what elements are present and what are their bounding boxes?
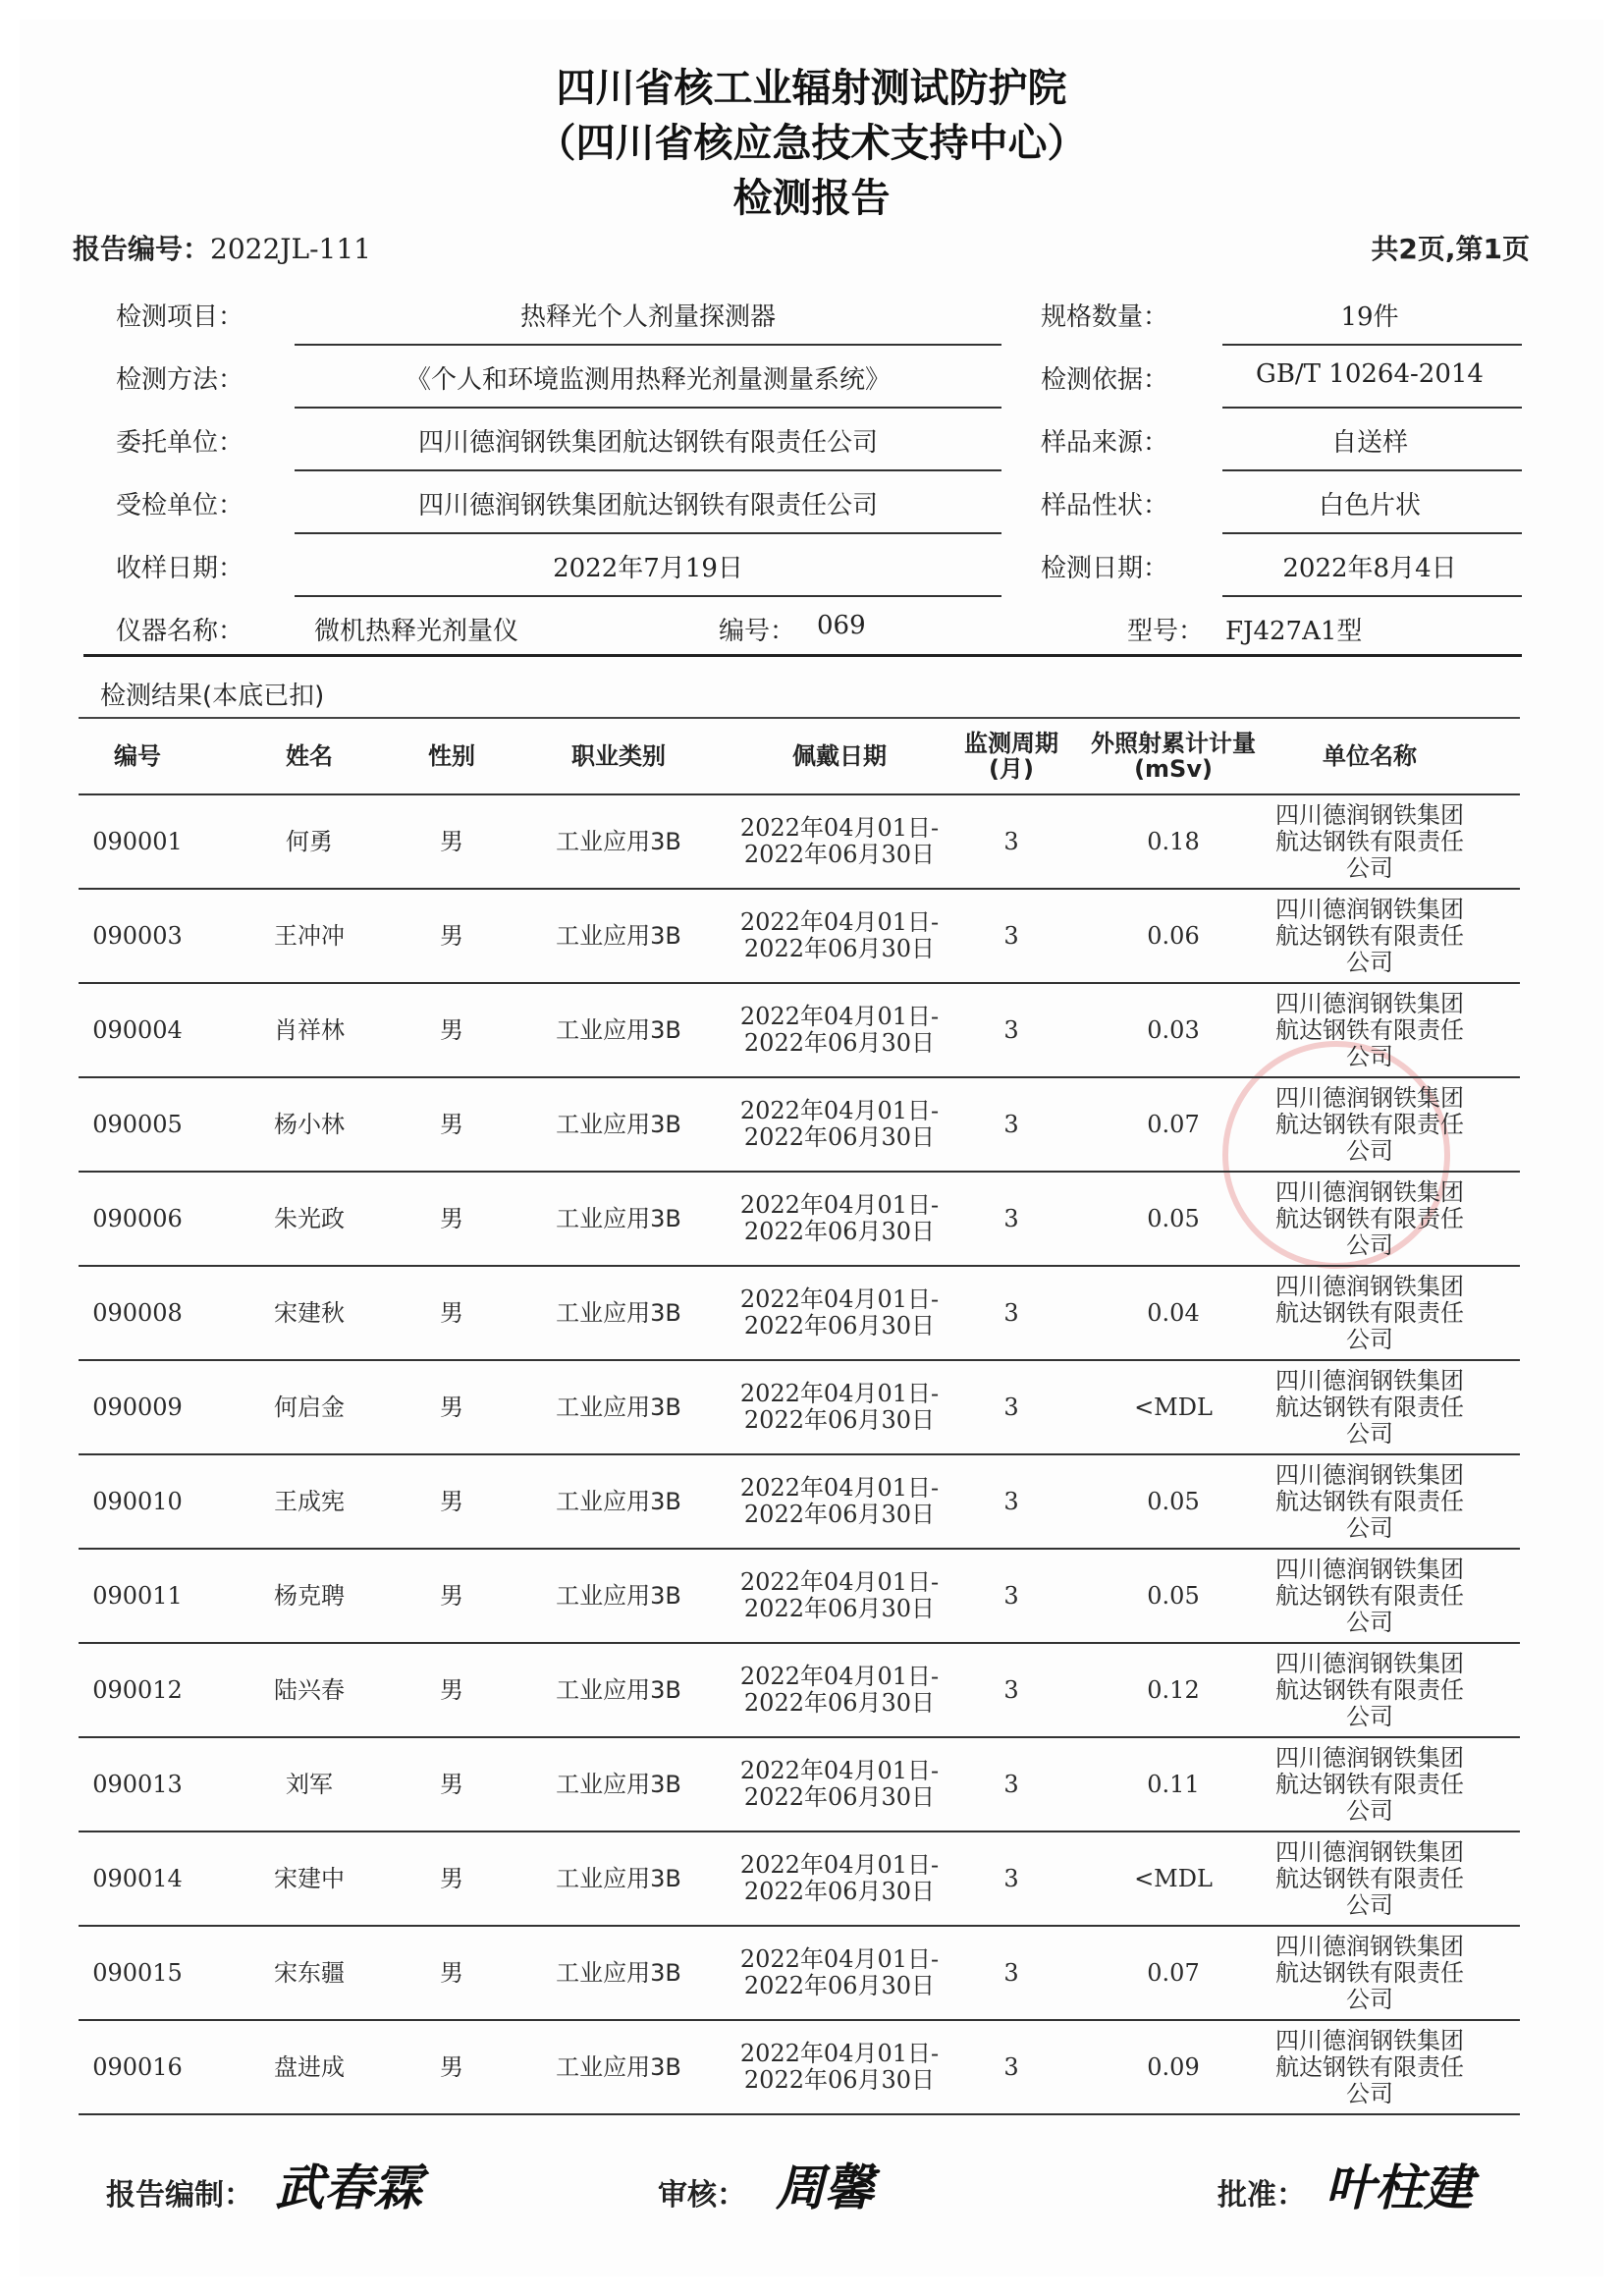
cell-occupation: 工业应用3B: [556, 1015, 681, 1044]
cell-name: 陆兴春: [274, 1675, 345, 1704]
table-row: [79, 1644, 1520, 1738]
cell-period: 3: [1003, 1298, 1019, 1327]
table-row: [79, 1173, 1520, 1267]
source-value: 自送样: [1330, 428, 1408, 458]
method-value: 《个人和环境监测用热释光剂量测量系统》: [405, 365, 891, 395]
cell-dose: 0.12: [1147, 1675, 1200, 1704]
cell-dose: <MDL: [1134, 1393, 1213, 1421]
cell-occupation: 工业应用3B: [556, 1864, 681, 1892]
source-label: 样品来源：: [1041, 428, 1169, 458]
cell-name: 宋东疆: [274, 1958, 345, 1987]
basis-underline: [1222, 407, 1522, 409]
table-header: [79, 717, 1520, 795]
results-table: [79, 717, 1520, 2115]
table-row: [79, 890, 1520, 984]
nature-underline: [1222, 532, 1522, 534]
cell-id: 090012: [92, 1675, 183, 1704]
table-row: [79, 984, 1520, 1078]
cell-wear-date: 2022年04月01日- 2022年06月30日: [739, 1851, 940, 1905]
cell-gender: 男: [440, 1393, 463, 1421]
cell-period: 3: [1003, 1015, 1019, 1044]
nature-label: 样品性状：: [1041, 491, 1169, 520]
cell-occupation: 工业应用3B: [556, 1581, 681, 1610]
spec-value: 19件: [1340, 302, 1399, 332]
cell-occupation: 工业应用3B: [556, 827, 681, 855]
cell-period: 3: [1003, 921, 1019, 950]
cell-wear-date: 2022年04月01日- 2022年06月30日: [739, 1285, 940, 1339]
cell-unit: 四川德润钢铁集团 航达钢铁有限责任 公司: [1275, 989, 1464, 1070]
cell-period: 3: [1003, 1110, 1019, 1138]
cell-unit: 四川德润钢铁集团 航达钢铁有限责任 公司: [1275, 895, 1464, 976]
cell-gender: 男: [440, 1487, 463, 1515]
receive-date-label: 收样日期：: [116, 554, 244, 583]
cell-name: 盘进成: [274, 2052, 345, 2081]
cell-name: 肖祥林: [274, 1015, 345, 1044]
cell-wear-date: 2022年04月01日- 2022年06月30日: [739, 1191, 940, 1245]
cell-period: 3: [1003, 827, 1019, 855]
approved-by-signature: 叶柱建: [1325, 2159, 1473, 2216]
cell-occupation: 工业应用3B: [556, 1958, 681, 1987]
item-label: 检测项目：: [116, 302, 244, 332]
cell-name: 何勇: [286, 827, 333, 855]
inspected-underline: [295, 532, 1001, 534]
cell-dose: 0.11: [1147, 1770, 1200, 1798]
cell-dose: 0.05: [1147, 1487, 1200, 1515]
client-value: 四川德润钢铁集团航达钢铁有限责任公司: [417, 428, 878, 458]
cell-gender: 男: [440, 1770, 463, 1798]
cell-unit: 四川德润钢铁集团 航达钢铁有限责任 公司: [1275, 1743, 1464, 1825]
cell-wear-date: 2022年04月01日- 2022年06月30日: [739, 1380, 940, 1434]
source-underline: [1222, 469, 1522, 471]
report-number: [73, 228, 371, 267]
cell-occupation: 工业应用3B: [556, 1110, 681, 1138]
cell-occupation: 工业应用3B: [556, 1393, 681, 1421]
column-header-name: 姓名: [286, 742, 333, 770]
cell-unit: 四川德润钢铁集团 航达钢铁有限责任 公司: [1275, 800, 1464, 882]
item-underline: [295, 344, 1001, 346]
cell-gender: 男: [440, 1015, 463, 1044]
cell-id: 090008: [92, 1298, 183, 1327]
cell-unit: 四川德润钢铁集团 航达钢铁有限责任 公司: [1275, 2026, 1464, 2107]
client-underline: [295, 469, 1001, 471]
cell-dose: 0.03: [1147, 1015, 1200, 1044]
cell-dose: 0.07: [1147, 1110, 1200, 1138]
approved-by-label: 批准：: [1217, 2178, 1306, 2213]
instrument-value: 微机热释光剂量仪: [314, 617, 519, 646]
inspected-value: 四川德润钢铁集团航达钢铁有限责任公司: [417, 491, 878, 520]
cell-id: 090011: [92, 1581, 183, 1610]
cell-occupation: 工业应用3B: [556, 1298, 681, 1327]
table-row: [79, 1267, 1520, 1361]
nature-value: 白色片状: [1318, 491, 1421, 520]
compiled-by-label: 报告编制：: [106, 2178, 253, 2213]
cell-unit: 四川德润钢铁集团 航达钢铁有限责任 公司: [1275, 1366, 1464, 1448]
cell-name: 宋建秋: [274, 1298, 345, 1327]
cell-dose: 0.06: [1147, 921, 1200, 950]
cell-unit: 四川德润钢铁集团 航达钢铁有限责任 公司: [1275, 1932, 1464, 2013]
cell-gender: 男: [440, 1675, 463, 1704]
cell-wear-date: 2022年04月01日- 2022年06月30日: [739, 814, 940, 868]
cell-occupation: 工业应用3B: [556, 1675, 681, 1704]
cell-id: 090015: [92, 1958, 183, 1987]
cell-gender: 男: [440, 1204, 463, 1232]
cell-id: 090013: [92, 1770, 183, 1798]
cell-period: 3: [1003, 1675, 1019, 1704]
cell-dose: <MDL: [1134, 1864, 1213, 1892]
cell-gender: 男: [440, 1864, 463, 1892]
cell-wear-date: 2022年04月01日- 2022年06月30日: [739, 1474, 940, 1528]
cell-dose: 0.05: [1147, 1581, 1200, 1610]
cell-gender: 男: [440, 2052, 463, 2081]
receive-date-underline: [295, 595, 1001, 597]
table-row: [79, 795, 1520, 890]
table-row: [79, 1078, 1520, 1173]
cell-gender: 男: [440, 1958, 463, 1987]
cell-wear-date: 2022年04月01日- 2022年06月30日: [739, 1757, 940, 1811]
reviewed-by-label: 审核：: [658, 2178, 746, 2213]
table-row: [79, 1738, 1520, 1832]
page-info: 共2页,第1页: [1371, 233, 1530, 265]
cell-period: 3: [1003, 1770, 1019, 1798]
spec-label: 规格数量：: [1041, 302, 1169, 332]
cell-wear-date: 2022年04月01日- 2022年06月30日: [739, 1568, 940, 1622]
test-date-underline: [1222, 595, 1522, 597]
cell-wear-date: 2022年04月01日- 2022年06月30日: [739, 1097, 940, 1151]
org-subtitle: （四川省核应急技术支持中心）: [536, 121, 1087, 166]
cell-dose: 0.04: [1147, 1298, 1200, 1327]
column-header-dose: 外照射累计计量 (mSv): [1091, 730, 1256, 783]
cell-period: 3: [1003, 1487, 1019, 1515]
cell-period: 3: [1003, 1581, 1019, 1610]
report-number-value: 2022JL-111: [210, 233, 371, 265]
cell-dose: 0.09: [1147, 2052, 1200, 2081]
test-date-value: 2022年8月4日: [1282, 554, 1457, 583]
cell-occupation: 工业应用3B: [556, 1204, 681, 1232]
cell-gender: 男: [440, 1298, 463, 1327]
cell-wear-date: 2022年04月01日- 2022年06月30日: [739, 1945, 940, 1999]
receive-date-value: 2022年7月19日: [553, 554, 743, 583]
cell-unit: 四川德润钢铁集团 航达钢铁有限责任 公司: [1275, 1555, 1464, 1636]
report-number-label: 报告编号：: [73, 233, 211, 265]
cell-wear-date: 2022年04月01日- 2022年06月30日: [739, 1003, 940, 1057]
cell-name: 王冲冲: [274, 921, 345, 950]
instrument-number-value: 069: [817, 611, 866, 640]
cell-dose: 0.05: [1147, 1204, 1200, 1232]
cell-wear-date: 2022年04月01日- 2022年06月30日: [739, 2040, 940, 2094]
spec-underline: [1222, 344, 1522, 346]
model-label: 型号：: [1127, 617, 1205, 646]
table-row: [79, 1455, 1520, 1550]
column-header-id: 编号: [114, 742, 161, 770]
cell-unit: 四川德润钢铁集团 航达钢铁有限责任 公司: [1275, 1460, 1464, 1542]
model-value: FJ427A1型: [1225, 617, 1363, 646]
column-header-wear-date: 佩戴日期: [792, 742, 887, 770]
table-row: [79, 1832, 1520, 1927]
cell-name: 杨克聘: [274, 1581, 345, 1610]
cell-id: 090005: [92, 1110, 183, 1138]
cell-occupation: 工业应用3B: [556, 1487, 681, 1515]
basis-label: 检测依据：: [1041, 365, 1169, 395]
item-value: 热释光个人剂量探测器: [519, 302, 776, 332]
test-date-label: 检测日期：: [1041, 554, 1169, 583]
cell-name: 王成宪: [274, 1487, 345, 1515]
cell-unit: 四川德润钢铁集团 航达钢铁有限责任 公司: [1275, 1272, 1464, 1353]
cell-period: 3: [1003, 1393, 1019, 1421]
reviewed-by-signature: 周馨: [776, 2159, 874, 2216]
cell-unit: 四川德润钢铁集团 航达钢铁有限责任 公司: [1275, 1837, 1464, 1919]
basis-value: GB/T 10264-2014: [1256, 359, 1484, 389]
cell-name: 刘军: [286, 1770, 333, 1798]
compiled-by-signature: 武春霖: [275, 2159, 422, 2216]
cell-id: 090010: [92, 1487, 183, 1515]
cell-occupation: 工业应用3B: [556, 921, 681, 950]
cell-gender: 男: [440, 921, 463, 950]
inspected-label: 受检单位：: [116, 491, 244, 520]
cell-id: 090003: [92, 921, 183, 950]
column-header-occupation: 职业类别: [571, 742, 666, 770]
cell-wear-date: 2022年04月01日- 2022年06月30日: [739, 1663, 940, 1717]
client-label: 委托单位：: [116, 428, 244, 458]
column-header-unit: 单位名称: [1323, 742, 1417, 770]
cell-period: 3: [1003, 1204, 1019, 1232]
table-row: [79, 1927, 1520, 2021]
document-title: 检测报告: [732, 176, 891, 221]
cell-unit: 四川德润钢铁集团 航达钢铁有限责任 公司: [1275, 1083, 1464, 1165]
cell-unit: 四川德润钢铁集团 航达钢铁有限责任 公司: [1275, 1177, 1464, 1259]
cell-id: 090014: [92, 1864, 183, 1892]
org-title: 四川省核工业辐射测试防护院: [556, 66, 1067, 111]
instrument-label: 仪器名称：: [116, 617, 244, 646]
table-row: [79, 1550, 1520, 1644]
cell-name: 何启金: [274, 1393, 345, 1421]
cell-period: 3: [1003, 1958, 1019, 1987]
cell-occupation: 工业应用3B: [556, 1770, 681, 1798]
instrument-number-label: 编号：: [719, 617, 796, 646]
column-header-period: 监测周期 (月): [964, 730, 1058, 783]
cell-dose: 0.18: [1147, 827, 1200, 855]
cell-unit: 四川德润钢铁集团 航达钢铁有限责任 公司: [1275, 1649, 1464, 1730]
cell-gender: 男: [440, 1110, 463, 1138]
cell-wear-date: 2022年04月01日- 2022年06月30日: [739, 908, 940, 962]
cell-id: 090001: [92, 827, 183, 855]
cell-period: 3: [1003, 2052, 1019, 2081]
table-row: [79, 1361, 1520, 1455]
cell-dose: 0.07: [1147, 1958, 1200, 1987]
cell-id: 090016: [92, 2052, 183, 2081]
table-body: [79, 795, 1520, 2115]
column-header-gender: 性别: [428, 742, 475, 770]
info-bottom-rule: [83, 654, 1522, 657]
cell-name: 杨小林: [274, 1110, 345, 1138]
cell-occupation: 工业应用3B: [556, 2052, 681, 2081]
cell-name: 朱光政: [274, 1204, 345, 1232]
cell-id: 090009: [92, 1393, 183, 1421]
cell-gender: 男: [440, 1581, 463, 1610]
method-underline: [295, 407, 1001, 409]
cell-gender: 男: [440, 827, 463, 855]
cell-id: 090006: [92, 1204, 183, 1232]
cell-period: 3: [1003, 1864, 1019, 1892]
method-label: 检测方法：: [116, 365, 244, 395]
results-section-title: 检测结果(本底已扣): [100, 682, 325, 711]
cell-id: 090004: [92, 1015, 183, 1044]
cell-name: 宋建中: [274, 1864, 345, 1892]
table-row: [79, 2021, 1520, 2115]
